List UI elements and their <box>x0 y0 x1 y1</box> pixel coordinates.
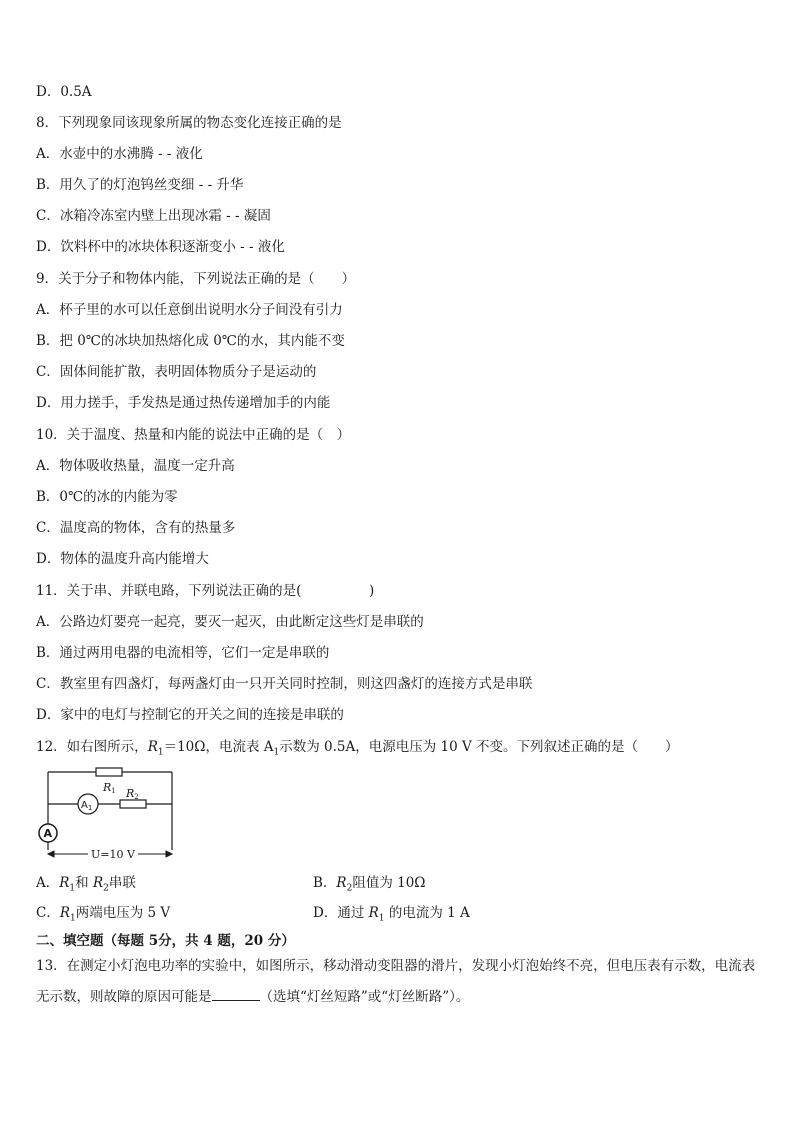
q11-option-a: A．公路边灯要亮一起亮，要灭一起灭，由此断定这些灯是串联的 <box>36 614 424 630</box>
q12-option-b-r: R <box>336 875 347 891</box>
q12-option-a-r2: R <box>92 875 104 891</box>
q12-option-a-sub1: 1 <box>69 883 76 894</box>
ammeter-a-label: A <box>43 827 53 840</box>
q11-stem: 11．关于串、并联电路，下列说法正确的是( ) <box>36 583 375 599</box>
q8-option-b: B．用久了的灯泡钨丝变细 - - 升华 <box>36 177 244 193</box>
q11-option-c: C．教室里有四盏灯，每两盏灯由一只开关同时控制，则这四盏灯的连接方式是串联 <box>36 676 533 692</box>
q12-option-d <box>313 904 470 928</box>
q12-option-d-part2: 的电流为 1 A <box>384 905 470 921</box>
q12-stem-sub2: 1 <box>273 747 280 758</box>
q12-option-d-sub: 1 <box>378 913 385 924</box>
q8-option-c: C．冰箱冷冻室内壁上出现冰霜 - - 凝固 <box>36 208 271 224</box>
q13-answer-blank[interactable] <box>212 986 260 1001</box>
q12-option-a-part3: 串联 <box>108 875 136 891</box>
q9-option-d: D．用力搓手，手发热是通过热传递增加手的内能 <box>36 395 331 411</box>
q8-option-a: A．水壶中的水沸腾 - - 液化 <box>36 146 203 162</box>
q9-stem: 9．关于分子和物体内能，下列说法正确的是（ ） <box>36 271 356 287</box>
q12-option-c <box>36 904 170 928</box>
resistor-r1-label: R1 <box>103 781 116 795</box>
section-heading: 二、填空题（每题 5分，共 4 题，20 分） <box>36 933 295 949</box>
q12-option-b-sub: 2 <box>346 883 353 894</box>
q9-option-c: C．固体间能扩散，表明固体物质分子是运动的 <box>36 364 317 380</box>
q12-option-b <box>313 874 426 898</box>
q12-option-a-part2: 和 <box>75 875 93 891</box>
q12-option-d-r: R <box>368 905 379 921</box>
resistor-r1 <box>96 768 122 776</box>
q12-stem-part1: 12．如右图所示， <box>36 739 148 755</box>
q10-option-b: B．0℃的冰的内能为零 <box>36 489 178 505</box>
q12-stem-part2: ＝10Ω，电流表 A <box>163 739 274 755</box>
q11-option-b: B．通过两用电器的电流相等，它们一定是串联的 <box>36 645 330 661</box>
q10-option-c: C．温度高的物体，含有的热量多 <box>36 520 236 536</box>
resistor-r2-label: R2 <box>126 787 139 801</box>
q7-option-d: D．0.5A <box>36 84 92 100</box>
q9-option-b: B．把 0℃的冰块加热熔化成 0℃的水，其内能不变 <box>36 333 345 349</box>
q12-option-a <box>36 874 136 898</box>
q12-option-b-part2: 阻值为 10Ω <box>352 875 426 891</box>
voltage-arrowhead-left <box>48 851 54 857</box>
q8-option-d: D．饮料杯中的冰块体积逐渐变小 - - 液化 <box>36 239 285 255</box>
q12-option-c-part2: 两端电压为 5 V <box>75 905 171 921</box>
q12-stem-r: R <box>147 739 158 755</box>
q12-stem-part3: 示数为 0.5A，电源电压为 10 V 不变。下列叙述正确的是（ ） <box>279 739 679 755</box>
q13-text-part2: （选填“灯丝短路”或“灯丝断路”）。 <box>259 989 470 1005</box>
q8-stem: 8．下列现象同该现象所属的物态变化连接正确的是 <box>36 115 342 131</box>
q12-option-b-part1: B． <box>313 875 337 891</box>
q10-stem: 10．关于温度、热量和内能的说法中正确的是（ ） <box>36 427 351 443</box>
q10-option-d: D．物体的温度升高内能增大 <box>36 551 209 567</box>
q13-text <box>36 951 758 1013</box>
q12-circuit-diagram <box>36 764 181 864</box>
q12-stem-sub1: 1 <box>157 747 164 758</box>
q12-option-c-r: R <box>59 905 71 921</box>
q9-option-a: A．杯子里的水可以任意倒出说明水分子间没有引力 <box>36 302 343 318</box>
resistor-r2 <box>120 800 146 808</box>
q10-option-a: A．物体吸收热量，温度一定升高 <box>36 458 235 474</box>
q13-text-part1: 13．在测定小灯泡电功率的实验中，如图所示，移动滑动变阻器的滑片，发现小灯泡始终不亮，但电压表有示数，电流表无示数，则故障的原因可能是 <box>36 958 756 1005</box>
q12-option-a-sub2: 2 <box>103 883 109 894</box>
q12-option-a-part1: A． <box>36 875 60 891</box>
q11-option-d: D．家中的电灯与控制它的开关之间的连接是串联的 <box>36 707 344 723</box>
voltage-label: U=10 V <box>91 848 135 861</box>
q12-option-c-sub: 1 <box>70 913 76 924</box>
q12-option-d-part1: D．通过 <box>313 905 369 921</box>
q12-stem <box>36 738 679 762</box>
voltage-arrowhead-right <box>166 851 172 857</box>
q12-option-c-part1: C． <box>36 905 60 921</box>
ammeter-a1-label: $A_1$ <box>81 800 93 812</box>
q12-option-a-r1: R <box>59 875 70 891</box>
